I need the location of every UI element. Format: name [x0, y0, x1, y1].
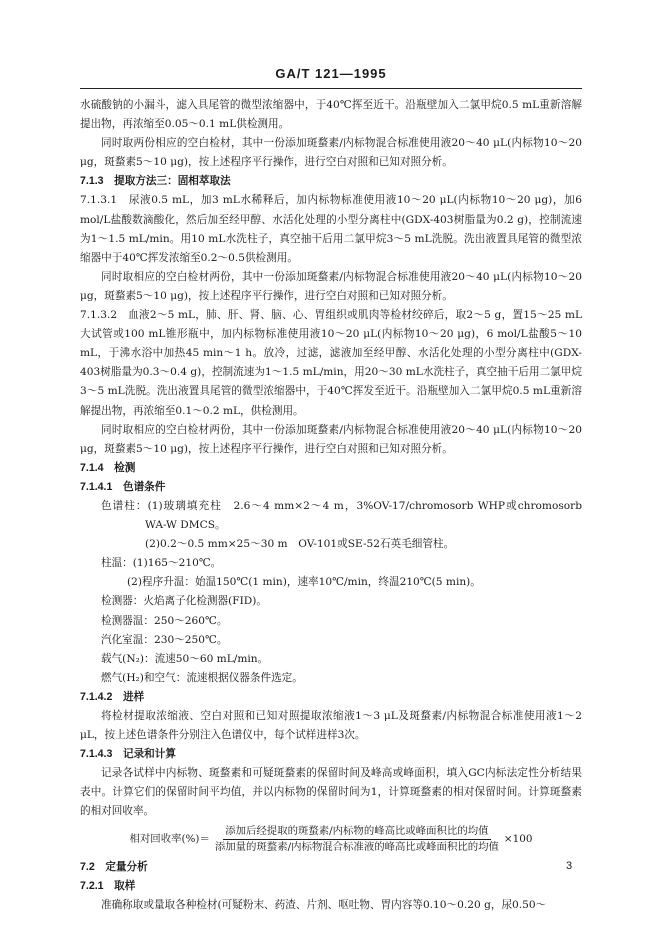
column-temperature: (2)程序升温：始温150℃(1 min)，速率10℃/min，终温210℃(5 min)。 [127, 576, 481, 589]
formula-lhs: 相对回收率(%)＝ [129, 832, 210, 845]
section-heading: 7.1.4 检测 [80, 461, 136, 474]
paragraph: 水硫酸钠的小漏斗，滤入具尾管的微型浓缩器中，于40℃挥至近干。沿瓶壁加入二氯甲烷0.5 mL重新溶解提出物，再浓缩至0.05～0.1 mL供检测用。 [80, 99, 582, 131]
paragraph: 准确称取或量取各种检材(可疑粉末、药渣、片剂、呕吐物、胃内容等0.10～0.20 g，尿0.50～ [101, 898, 547, 911]
paragraph: 同时取两份相应的空白检材，其中一份添加斑蝥素/内标物混合标准使用液20～40 μL(内标物10～20 μg，斑蝥素5～10 μg)，按上述程序平行操作，进行空白对照和已知对照分析。 [80, 137, 582, 169]
column-condition: (2)0.2～0.5 mm×25～30 m OV-101或SE-52石英毛细管柱。 [145, 538, 455, 551]
section-heading: 7.2.1 取样 [80, 879, 136, 892]
paragraph: 7.1.3.2 血液2～5 mL，肺、肝、肾、脑、心、胃组织或肌肉等检材绞碎后，取2～5 g，置15～25 mL大试管或100 mL锥形瓶中，加内标物标准使用液10～20 μL(内标物10～20 μg)，6 mol/L盐酸5～10 mL，于沸水浴中加热45 min～1 h。放冷，过滤，滤液加至经甲醇、水活化处理的小型分离柱中(GDX-403树脂量为0.3～0.4 g)，控制流速为1～1.5 mL/min，用20～30 mL水洗柱子，真空抽干后用二氯甲烷3～5 mL洗脱。洗出液置具尾管的微型浓缩器中，于40℃挥发至近干。沿瓶壁加入二氯甲烷0.5 mL重新溶解提出物，再浓缩至0.1～0.2 mL，供检测用。 [80, 309, 582, 417]
column-condition: 色谱柱：(1)玻璃填充柱 2.6～4 mm×2～4 m，3%OV-17/chromosorb WHP或chromosorb WA-W DMCS。 [101, 499, 582, 532]
column-temperature: 柱温：(1)165～210℃。 [101, 557, 222, 570]
paragraph: 将检材提取浓缩液、空白对照和已知对照提取浓缩液1～3 μL及斑蝥素/内标物混合标准使用液1～2 μL，按上述色谱条件分别注入色谱仪中，每个试样进样3次。 [80, 710, 582, 742]
section-heading: 7.1.3 提取方法三：固相萃取法 [80, 175, 231, 188]
formula-rhs: ×100 [503, 832, 533, 845]
page-number: 3 [566, 860, 573, 872]
paragraph: 同时取相应的空白检材两份，其中一份添加斑蝥素/内标物混合标准使用液20～40 μL(内标物10～20 μg，斑蝥素5～10 μg)，按上述程序平行操作，进行空白对照和已知对照分析。 [80, 423, 582, 455]
detector-temperature: 检测器温：250～260℃。 [101, 614, 228, 627]
paragraph: 记录各试样中内标物、斑蝥素和可疑斑蝥素的保留时间及峰高或峰面积，填入GC内标法定性分析结果表中。计算它们的保留时间平均值，并以内标物的保留时间为1，计算斑蝥素的相对保留时间。计算斑蝥素的相对回收率。 [80, 767, 582, 818]
section-heading: 7.1.4.2 进样 [80, 690, 145, 703]
fuel-gas: 燃气(H₂)和空气：流速根据仪器条件选定。 [101, 671, 303, 684]
paragraph: 同时取相应的空白检材两份，其中一份添加斑蝥素/内标物混合标准使用液20～40 μL(内标物10～20 μg，斑蝥素5～10 μg)，按上述程序平行操作，进行空白对照和已知对照分析。 [80, 270, 582, 302]
section-heading: 7.1.4.1 色谱条件 [80, 480, 166, 493]
vaporizer-temperature: 汽化室温：230～250℃。 [101, 633, 228, 646]
carrier-gas: 载气(N₂)：流速50～60 mL/min。 [101, 652, 269, 665]
detector-condition: 检测器：火焰离子化检测器(FID)。 [101, 595, 268, 608]
formula-fraction [213, 824, 501, 855]
section-heading: 7.1.4.3 记录和计算 [80, 748, 176, 761]
document-body [80, 96, 582, 915]
standard-number-header: GA/T 121—1995 [275, 66, 387, 81]
formula-denominator: 添加量的斑蝥素/内标物混合标准液的峰高比或峰面积比的均值 [214, 840, 499, 853]
paragraph: 7.1.3.1 尿液0.5 mL，加3 mL水稀释后，加内标物标准使用液10～20 μL(内标物10～20 μg)，加6 mol/L盐酸数滴酸化，然后加至经甲醇、水活化处理的小型分离柱中(GDX-403树脂量为0.2 g)，控制流速为1～1.5 mL/min。用10 mL水洗柱子，真空抽干后用二氯甲烷3～5 mL洗脱。洗出液置具尾管的微型浓缩器中于40℃挥发浓缩至0.2～0.5供检测用。 [80, 194, 582, 264]
section-heading: 7.2 定量分析 [80, 860, 148, 873]
formula-numerator: 添加后经提取的斑蝥素/内标物的峰高比或峰面积比的均值 [223, 824, 490, 840]
recovery-formula [80, 824, 582, 855]
header-rule [80, 88, 582, 89]
